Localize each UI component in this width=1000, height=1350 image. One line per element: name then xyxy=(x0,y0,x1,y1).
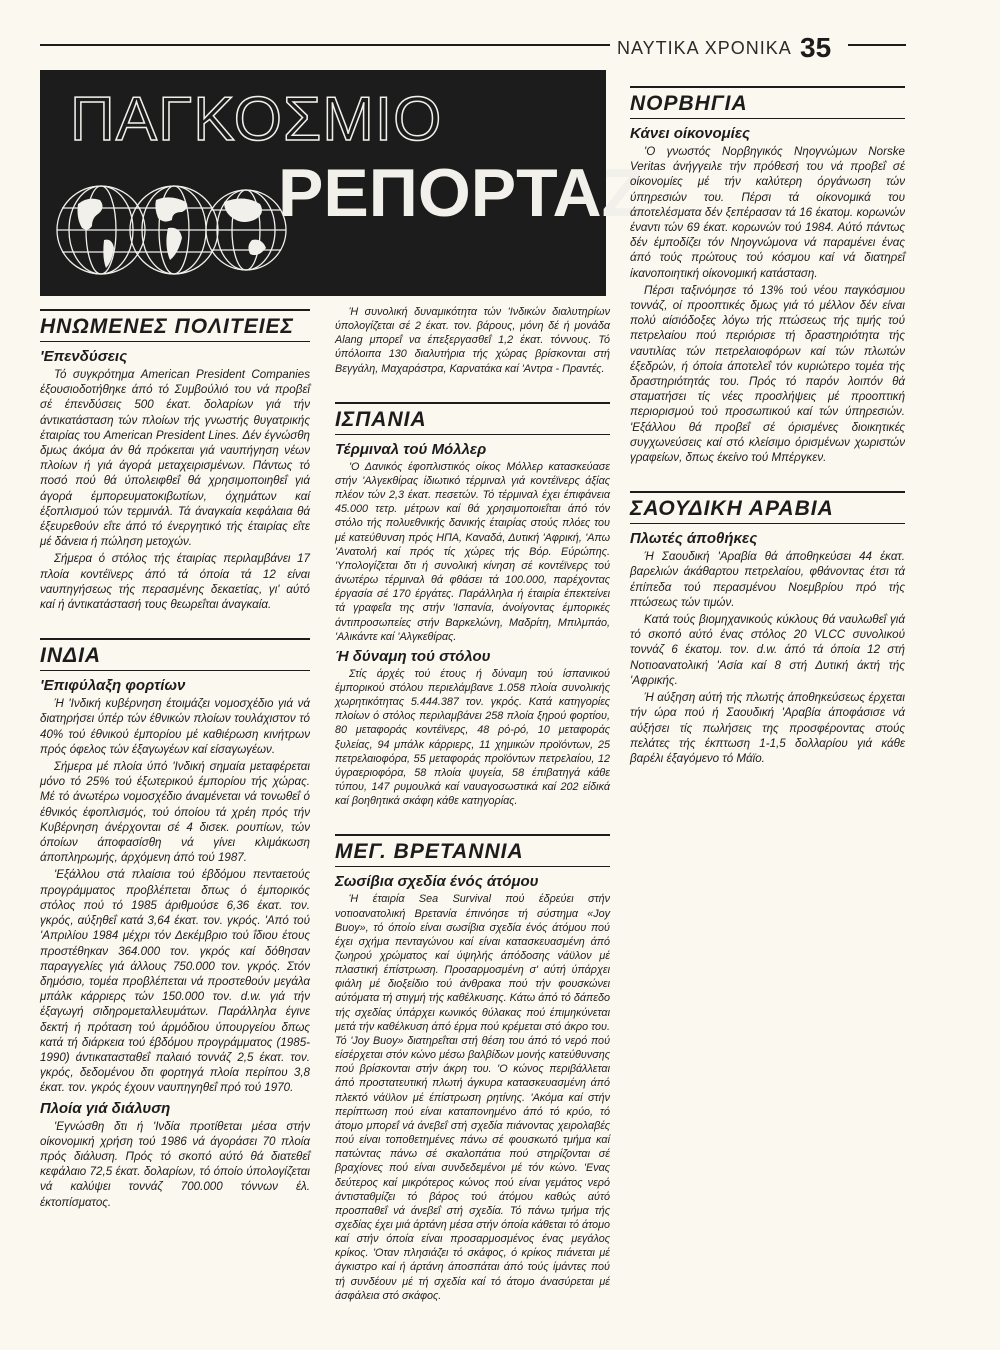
saudi-paragraph: Κατά τούς βιομηχανικούς κύκλους θά ναυλωθεΐ γιά τό σκοπό αύτό ένας στόλος 20 VLCC συνολικού τοννάζ 6 έκατομ. τον. d.w. άπό τά όποία 12 στή Νοτιοανατολική 'Ασία καί 8 στή Δυτική άκτή τής 'Αφρικής. xyxy=(630,613,905,687)
india-scrap-paragraph: 'Εγνώσθη δτι ή 'Ινδία προτίθεται μέσα στήν οίκονομική χρήση τού 1986 νά άγοράσει 70 πλοία πρός διάλυση. Πρός τό σκοπό αύτό θά διατεθεΐ κεφάλαιο 72,5 έκατ. δολαρίων, τό όποίο ύπολογίζεται νά καλύψει τοννάζ 700.000 τόννων έλ. έκτοπίσματος. xyxy=(40,1119,310,1209)
header-rule-left xyxy=(40,44,610,46)
india-paragraph: 'Εξάλλου στά πλαίσια τού έβδόμου πενταετούς προγράμματος προβλέπεται δπως ό έμπορικός στόλος πού τό 1985 άριθμούσε 6,36 έκατ. τον. γκρός, αύξηθεΐ κατά 3,64 έκατ. τον. γκρός. 'Από τού 'Απριλίου 1984 μέχρι τόν Δεκέμβριο τού ΐδιου έτους προστέθηκαν 364.000 τον. γκρός καί δόθησαν παραγγελίες γιά άλλους 750.000 τον. γκρός. Στόν δημόσιο, τομέα προβλέπεται νά προστεθούν μεγάλα μπάλκ κάρριερς τών 150.000 τον. d.w. γιά τήν έξαγωγή σιδηρομεταλλευμάτων. Παράλληλα έγινε δεκτή ή πρόταση τού άρμόδιου ύπουργείου δπως κατά τή διάρκεια τού έβδόμου προγράμματος (1985-1990) άντικατασταθεΐ παλαιό τοννάζ 2,5 έκατ. τον. γκρός, δεδομένου δτι φορτηγά πλοία περίπου 3,8 έκατ. τον. γκρός έχουν ναυπηγηθεΐ πρό τού 1970. xyxy=(40,868,310,1095)
subheading-floating-storage: Πλωτές άποθήκες xyxy=(630,530,758,548)
section-title-spain: ΙΣΠΑΝΙΑ xyxy=(335,408,610,435)
section-banner xyxy=(40,70,644,296)
column-2 xyxy=(335,305,610,1305)
header-rule-right xyxy=(848,44,906,46)
section-saudi-arabia xyxy=(630,491,905,766)
section-spain xyxy=(335,402,610,809)
section-usa xyxy=(40,309,310,612)
subheading-economies: Κάνει οίκονομίες xyxy=(630,125,750,142)
subheading-ships-for-scrapping: Πλοία γιά διάλυση xyxy=(40,1099,171,1117)
subheading-cargo-reservation: 'Επιφύλαξη φορτίων xyxy=(40,677,186,695)
globe-icon xyxy=(56,170,286,290)
india-scrap-paragraph: Ή συνολική δυναμικότητα τών 'Ινδικών διαλυτηρίων ύπολογίζεται σέ 2 έκατ. τον. βάρους, μόνη δέ ή μονάδα Alang μπορεΐ να έπεξεργασθεΐ 1,2 έκατ. τόννους. Τό ύπόλοιπα 130 διαλυτήρια τής χώρας βρίσκονται στή Βεγγάλη, Μαχαράστρα, Καρνατάκα καί 'Αντρα - Πραντές. xyxy=(335,306,610,375)
saudi-paragraph: Ή Σαουδική 'Αραβία θά άποθηκεύσει 44 έκατ. βαρελιών άκάθαρτου πετρελαίου, φθάνοντας έτσι τά έπίπεδα τού περασμένου Νοεμβρίου πρό τής πτώσεως τών τιμών. xyxy=(630,550,905,609)
banner-title-line2: ΡΕΠΟΡΤΑΖ xyxy=(278,155,644,231)
uk-paragraph: Ή έταιρία Sea Survival πού έδρεύει στήν νοτιοανατολική Βρετανία έπινόησε τή σύστημα «Joy Buoy», τό όποίο είναι σωσίβια σχεδία ένός άτόμου πού έχει σχήμα πενταγώνου καί είναι κατασκευασμένη άπό ζωηρού χρώματος καί ύψηλής άπόδοσης νάϋλον μέ πλαστική έπίστρωση. Προσαρμοσμένη σ' αύτή ύπάρχει φιάλη μέ διοξείδιο τού άνθρακα πού τήν φουσκώνει αύτόματα τή στιγμή τής καθέλκυσης. Κάτω άπό τό δάπεδο τής σχεδίας ύπάρχει κωνικός θύλακας πού έπιμηκύνεται μετά τήν καθέλκυση άπό έρμα πού κρέμεται στό άκρο του. Τό 'Joy Buoy» διατηρεΐται στή θέση του άπό τό νερό πού είσέρχεται στόν κώνο μέσω βαλβίδων μονής κατεύθυνσης πού βρίσκονται στήν άκρη του. 'Ο κώνος περιβάλλεται άπό προστατευτική πλωτή άγκυρα κατασκευασμένη άπό πλεκτό νάϋλον μέ έπίστρωση ρητίνης. 'Ακόμα καί στήν περίπτωση πού είναι καταπονημένο άπό τό κρύο, τό άτομο μπορεΐ νά άνεβεΐ στή σχεδία πιάνοντας χειρολαβές πού είναι τοποθετημένες πάνω σέ φουσκωτό τμήμα καί πατώντας πάνω σέ σκαλοπάτια πού στηρίζονται σέ βραχίονες πού είναι συνδεδεμένοι μέ τόν κώνο. 'Ενας δεύτερος καί μικρότερος κώνος πού είναι γεμάτος νερό άντισταθμίζει τό βάρος τού άτόμου καθώς αύτό προσπαθεΐ νά άνεβεΐ στή σχεδία. Τό πάνω τμήμα τής σχεδίας έχει μιά άρτάνη μέσα στήν όποία κάθεται τό άτομο καί στήν όποία είναι προσαρμοσμένος ένας μεγάλος κρίκος. 'Οταν πλησιάζει τό σκάφος, ό κρίκος πιάνεται μέ άγκιστρο καί ή άρτάνη άποσπάται άπό τούς ίμάντες πού τή συνδέουν μέ τή σχεδία καί τό άτομο άνασύρεται μέ άσφάλεια στό σκάφος. xyxy=(335,893,610,1302)
spain-paragraph: Στίς άρχές τού έτους ή δύναμη τού ίσπανικού έμπορικού στόλου περιελάμβανε 1.058 πλοία συνολικής χωρητικότητας 5.444.387 τον. γκρός. Κατά κατηγορίες πλοίων ό στόλος περιλαμβάνει 258 πλοία ξηρού φορτίου, 80 μεταφοράς κοντέϊνερς, 48 ρό-ρό, 10 μεταφοράς ξυλείας, 94 μπάλκ κάρριερς, 11 χημικών προϊόντων, 25 πετρελαιοφόρα, 55 μεταφοράς προϊόντων πετρελαίου, 12 ύγραεριοφόρα, 58 πλοία ψυγεία, 58 έπιβατηγά κάθε τύπου, 147 ρυμουλκά καί ναυαγοσωστικά καί 202 είδικά καί βοηθητικά σκάφη κάθε κατηγορίας. xyxy=(335,667,610,808)
section-title-usa: ΗΝΩΜΕΝΕΣ ΠΟΛΙΤΕΙΕΣ xyxy=(40,315,310,342)
section-title-norway: ΝΟΡΒΗΓΙΑ xyxy=(630,92,905,119)
section-title-india: ΙΝΔΙΑ xyxy=(40,644,310,671)
section-title-saudi-arabia: ΣΑΟΥΔΙΚΗ ΑΡΑΒΙΑ xyxy=(630,497,905,524)
usa-paragraph: Σήμερα ό στόλος τής έταιρίας περιλαμβάνει 17 πλοία κοντέϊνερς άπό τά όποία τά 12 είναι ναυπηγήσεως τής περασμένης δεκαετίας, γι' αύτό καί ή άντικατάστασή τους θεωρεΐται άναγκαία. xyxy=(40,552,310,612)
india-paragraph: Σήμερα μέ πλοία ύπό 'Ινδική σημαία μεταφέρεται μόνο τό 25% τού έξωτερικού έμπορίου τής χώρας. Μέ τό άνωτέρω νομοσχέδιο άναμένεται νά τονωθεΐ ό έθνικός έφοπλισμός, τού όποίου τά χρέη πρός τήν Κυβέρνηση άνέρχονται σέ 4 δισεκ. ρουπίων, τών όποίων άποφασίσθη νά γίνει κλιμάκωση άποπληρωμής, άρχόμενη άπό τού 1987. xyxy=(40,760,310,865)
saudi-paragraph: Ή αύξηση αύτή τής πλωτής άποθηκεύσεως έρχεται τήν ώρα πού ή Σαουδική 'Αραβία άποφάσισε νά αύξήσει τίς πωλήσεις της προσφέροντας στούς πελάτες τής έκπτωση 1-1,5 δολλαρίου γιά κάθε βαρέλι έξαγόμενο τό Μάϊο. xyxy=(630,691,905,765)
banner-title-line1: ΠΑΓΚΟΣΜΙΟ xyxy=(70,85,443,154)
column-1 xyxy=(40,305,310,1212)
subheading-investments: 'Επενδύσεις xyxy=(40,348,128,365)
section-uk xyxy=(335,834,610,1303)
norway-paragraph: 'Ο γνωστός Νορβηγικός Νηογνώμων Norske Veritas άνήγγειλε τήν πρόθεσή του νά προβεΐ σέ οίκονομίες μέ τήν καλύτερη όργάνωση τών ύπηρεσιών του. Πέρσι τά οίκονομικά του άποτελέσματα δέν ξεπέρασαν τά 16 έκατομ. κορωνών έναντι τών 69 έκατ. κορωνών τού 1984. Αύτό πάντως δέν έμποδίζει τόν Νηογνώμονα νά παραμένει ένας άπό τούς πρώτους τού κόσμου καί νά διατηρεΐ ίκανοποιητική οίκονομική κατάσταση. xyxy=(630,145,905,280)
norway-paragraph: Πέρσι ταξινόμησε τό 13% τού νέου παγκόσμιου τοννάζ, οί προοπτικές δμως γιά τό μέλλον δέν είναι πολύ αίσιόδοξες λόγω τής πτώσεως τής τιμής τού πετρελαίου πού περιόρισε τή δραστηριότητα τής ναυτιλίας τών πετρελαιοφόρων καί τών πλωτών έξεδρών, ή όποία άποτελεΐ τόν κυριώτερο τομέα τής δραστηριότητάς του. Πρός τό παρόν λοιπόν θά σταματήσει τίς νέες προσλήψεις μέ προοπτική περιορισμού τού προσωπικού καί τών ύπηρεσιών. 'Εξάλλου θά προβεΐ σέ όρισμένες διοικητικές συγχωνεύσεις καί στό κλείσιμο όρισμένων χωριστών γραφείων, δπως έκείνο τού Μπέργκεν. xyxy=(630,283,905,465)
usa-paragraph: Τό συγκρότημα American President Companies έξουσιοδοτήθηκε άπό τό Συμβούλιό του νά προβεΐ σέ έπενδύσεις 500 έκατ. δολαρίων γιά τήν άντικατάσταση τών πλοίων τής γνωστής θυγατρικής έταιρίας του American President Lines. Δέν έγνώσθη δμως άκόμα άν θά πρόκειται γιά ναυπήγηση νέων πλοίων ή γιά άγορά μεταχειρισμένων. Πάντως τό ποσό πού θά ύπολειφθεΐ θά χρησιμοποιηθεΐ γιά άγορά έμπορευματοκιβωτίων, όχημάτων καί έξοπλισμού τών τερμινάλ. Τά άναγκαία κεφάλαια θά έξευρεθούν εΐτε άπό τό ένεργητικό τής έταιρίας εΐτε μέ δάνεια ή πώληση μετοχών. xyxy=(40,368,310,549)
section-title-uk: ΜΕΓ. ΒΡΕΤΑΝΝΙΑ xyxy=(335,840,610,867)
india-paragraph: Ή 'Ινδική κυβέρνηση έτοιμάζει νομοσχέδιο γιά νά διατηρήσει ύπέρ τών έθνικών πλοίων τουλάχιστον τό 40% τού έθνικού έμπορίου μέ καθιέρωση κινήτρων πρός όφελος τών έξαγωγέων καί είσαγωγέων. xyxy=(40,697,310,756)
page-number: 35 xyxy=(800,32,832,63)
subheading-life-raft: Σωσίβια σχεδία ένός άτόμου xyxy=(335,873,539,891)
section-norway xyxy=(630,86,905,465)
subheading-moller-terminal: Τέρμιναλ τού Μόλλερ xyxy=(335,440,487,458)
publication-name: ΝΑΥΤΙΚΑ ΧΡΟΝΙΚΑ xyxy=(617,38,792,58)
subheading-fleet-strength: Ή δύναμη τού στόλου xyxy=(335,647,491,665)
spain-paragraph: 'Ο Δανικός έφοπλιστικός οίκος Μόλλερ κατασκεύασε στήν 'Αλγεκθίρας ίδιωτικό τέρμιναλ γιά κοντέϊνερς άξίας πλέον τών 2,3 έκατ. πεσετών. Τό τέρμιναλ έχει έπιφάνεια 45.000 τετρ. μέτρων καί θά χρησιμοποιεΐται άπό τόν στόλο τής πολυεθνικής δανικής έταιρίας στούς πλόες του μέ κατεύθυνση πρός ΗΠΑ, Καναδά, Δυτική 'Αφρική, 'Απω 'Ανατολή καί πρός τίς χώρες τής Βόρ. Εύρώπης. 'Υπολογίζεται δτι ή συνολική κίνηση σέ κοντέϊνερς τού άνωτέρω τέρμιναλ θά φθάσει τά 100.000, παρέχοντας έργασία σέ 170 έργάτες. Παράλληλα ή έταιρία έπεκτείνει τά γραφεΐα της στήν 'Ισπανία, άνοίγοντας έμπορικές άντιπροσωπείες στήν Βαρκελώνη, Μαδρίτη, Μπιλμπάο, 'Αλικάντε καί 'Αλγκεθίρας. xyxy=(335,460,610,643)
section-india xyxy=(40,638,310,1210)
column-3 xyxy=(630,82,905,768)
